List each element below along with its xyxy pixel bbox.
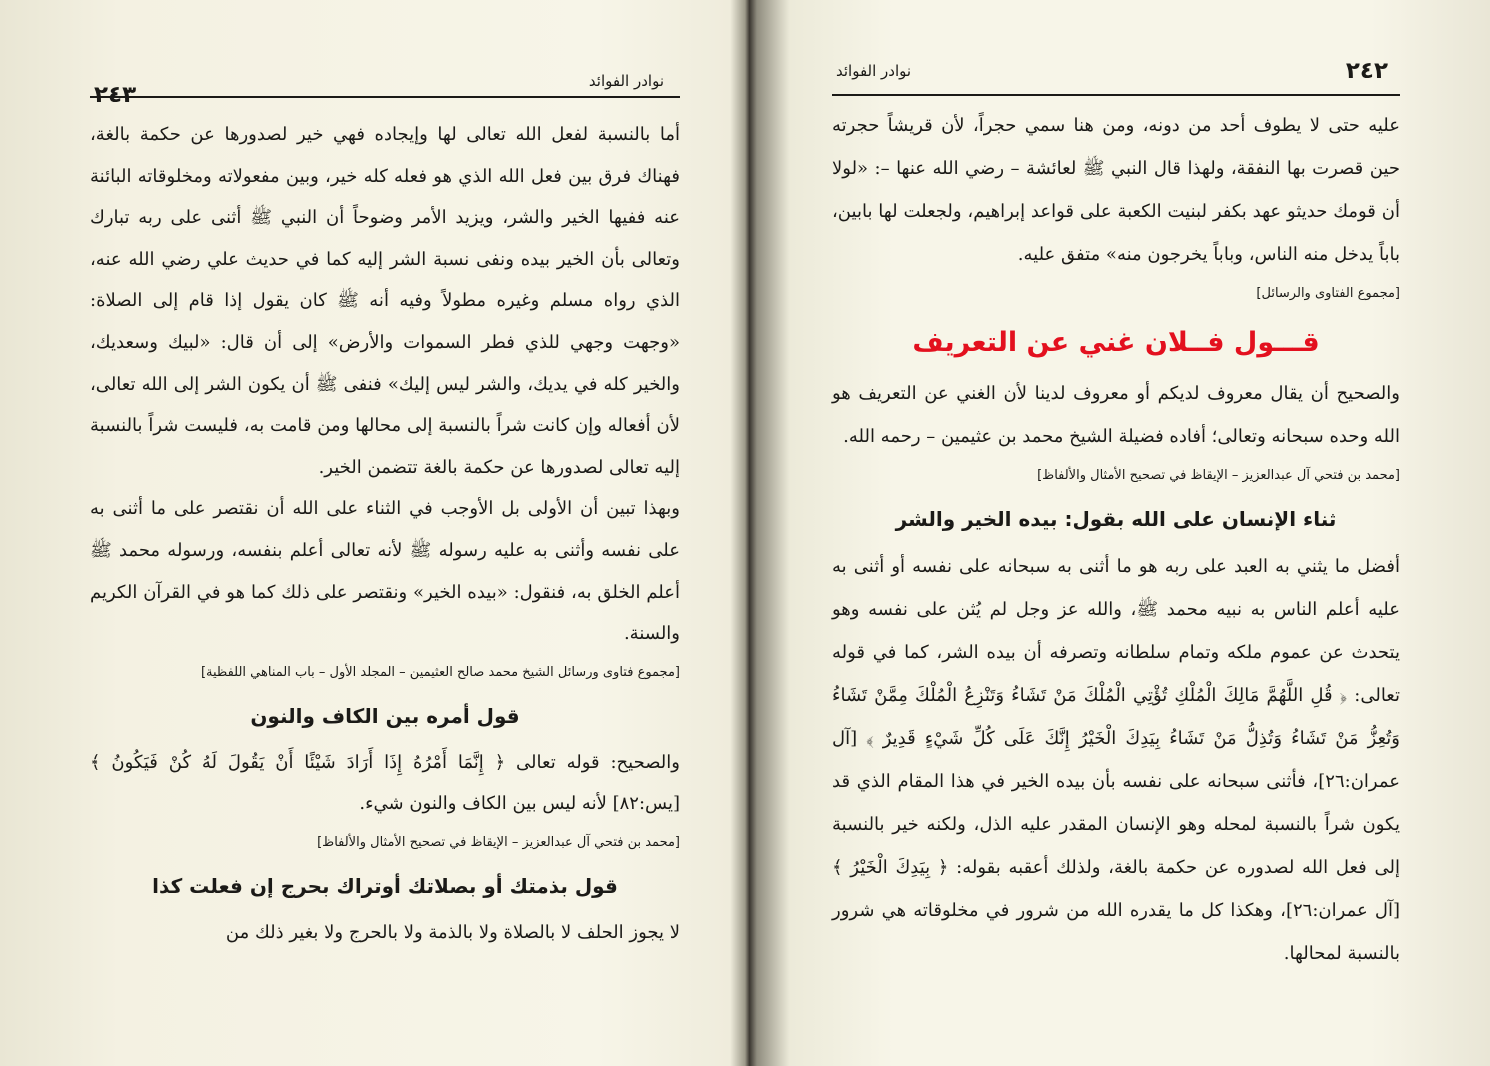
paragraph: أفضل ما يثني به العبد على ربه هو ما أثنى به سبحانه على نفسه أو أثنى به عليه أعلم الناس به نبيه محمد ﷺ، والله عز وجل لم يُثن على نفسه وهو يتحدث عن عموم ملكه وتمام سلطانه وتصرفه أن بيده الشر، كما في قوله تعالى: ﴿ قُلِ اللَّهُمَّ مَالِكَ الْمُلْكِ تُؤْتِي الْمُلْكَ مَنْ تَشَاءُ وَتَنْزِعُ الْمُلْكَ مِمَّنْ تَشَاءُ وَتُعِزُّ مَنْ تَشَاءُ وَتُذِلُّ مَنْ تَشَاءُ بِيَدِكَ الْخَيْرُ إِنَّكَ عَلَى كُلِّ شَيْءٍ قَدِيرٌ ﴾ [آل عمران:٢٦]، فأثنى سبحانه على نفسه بأن بيده الخير في هذا المقام الذي قد يكون شراً بالنسبة لمحله وهو الإنسان المقدر عليه الذل، ولكنه خير بالنسبة إلى فعل الله لصدوره عن حكمة بالغة، ولذلك أعقبه بقوله: ﴿ بِيَدِكَ الْخَيْرُ ﴾ [آل عمران:٢٦]، وهكذا كل ما يقدره الله من شرور في مخلوقاته هي شرور بالنسبة لمحالها. <box>832 556 1401 964</box>
section-heading: قول بذمتك أو بصلاتك أوتراك بحرج إن فعلت كذا <box>152 873 618 898</box>
page-number: ٢٤٢ <box>1345 58 1388 84</box>
citation: [مجموع فتاوى ورسائل الشيخ محمد صالح العثيمين – المجلد الأول – باب المناهي اللفظية] <box>200 664 680 680</box>
citation: [مجموع الفتاوى والرسائل] <box>1256 286 1400 301</box>
paragraph: والصحيح أن يقال معروف لديكم أو معروف لدينا لأن الغني عن التعريف هو الله وحده سبحانه وتعالى؛ أفاده فضيلة الشيخ محمد بن عثيمين – رحمه الله. <box>832 383 1400 447</box>
section-heading: قول أمره بين الكاف والنون <box>250 703 520 728</box>
citation: [محمد بن فتحي آل عبدالعزيز – الإيقاظ في تصحيح الأمثال والألفاظ] <box>317 834 680 850</box>
paragraph: لا يجوز الحلف لا بالصلاة ولا بالذمة ولا بالحرج ولا بغير ذلك من <box>225 921 680 943</box>
paragraph: وبهذا تبين أن الأولى بل الأوجب في الثناء على الله أن نقتصر على ما أثنى به على نفسه وأثنى به عليه رسوله ﷺ لأنه تعالى أعلم بنفسه، ورسوله محمد ﷺ أعلم الخلق به، فنقول: «بيده الخير» ونقتصر على ذلك كما هو في القرآن الكريم والسنة. <box>90 498 680 645</box>
running-header <box>90 60 680 108</box>
paragraph: والصحيح: قوله تعالى ﴿ إِنَّمَا أَمْرُهُ إِذَا أَرَادَ شَيْئًا أَنْ يَقُولَ لَهُ كُنْ فَيَكُونُ ﴾ [يس:٨٢] لأنه ليس بين الكاف والنون شيء. <box>90 751 680 815</box>
paragraph: عليه حتى لا يطوف أحد من دونه، ومن هنا سمي حجراً، لأن قريشاً حجرته حين قصرت بها النفقة، ولهذا قال النبي ﷺ لعائشة – رضي الله عنها –: «لولا أن قومك حديثو عهد بكفر لبنيت الكعبة على قواعد إبراهيم، ولجعلت لها بابين، باباً يدخل منه الناس، وباباً يخرجون منه» متفق عليه. <box>832 115 1400 265</box>
running-header <box>832 58 1400 96</box>
running-title: نوادر الفوائد <box>588 72 664 90</box>
section-heading: ثناء الإنسان على الله بقول: بيده الخير والشر <box>895 507 1337 531</box>
page-body <box>90 114 680 954</box>
running-title: نوادر الفوائد <box>836 62 912 80</box>
page-242 <box>810 0 1410 1066</box>
page-number: ٢٤٣ <box>94 82 137 108</box>
highlighted-heading: قـــول فــلان غني عن التعريف <box>912 327 1320 358</box>
paragraph: أما بالنسبة لفعل الله تعالى لها وإيجاده فهي خير لصدورها عن حكمة بالغة، فهناك فرق بين فعل الله الذي هو فعله كله خير، وبين مفعولاته ومخلوقاته البائنة عنه ففيها الخير والشر، ويزيد الأمر وضوحاً أن النبي ﷺ أثنى على ربه تبارك وتعالى بأن الخير بيده ونفى نسبة الشر إليه كما في حديث علي رضي الله عنه، الذي رواه مسلم وغيره مطولاً وفيه أنه ﷺ كان يقول إذا قام إلى الصلاة: «وجهت وجهي للذي فطر السموات والأرض» إلى أن قال: «لبيك وسعديك، والخير كله في يديك، والشر ليس إليك» فنفى ﷺ أن يكون الشر إلى الله تعالى، لأن أفعاله وإن كانت شراً بالنسبة إلى محالها ومن قامت به، فليست شراً بالنسبة إليه تعالى لصدورها عن حكمة بالغة تتضمن الخير. <box>90 124 680 478</box>
citation: [محمد بن فتحي آل عبدالعزيز – الإيقاظ في تصحيح الأمثال والألفاظ] <box>1037 468 1400 483</box>
page-243 <box>60 0 680 1066</box>
page-body <box>832 104 1400 975</box>
